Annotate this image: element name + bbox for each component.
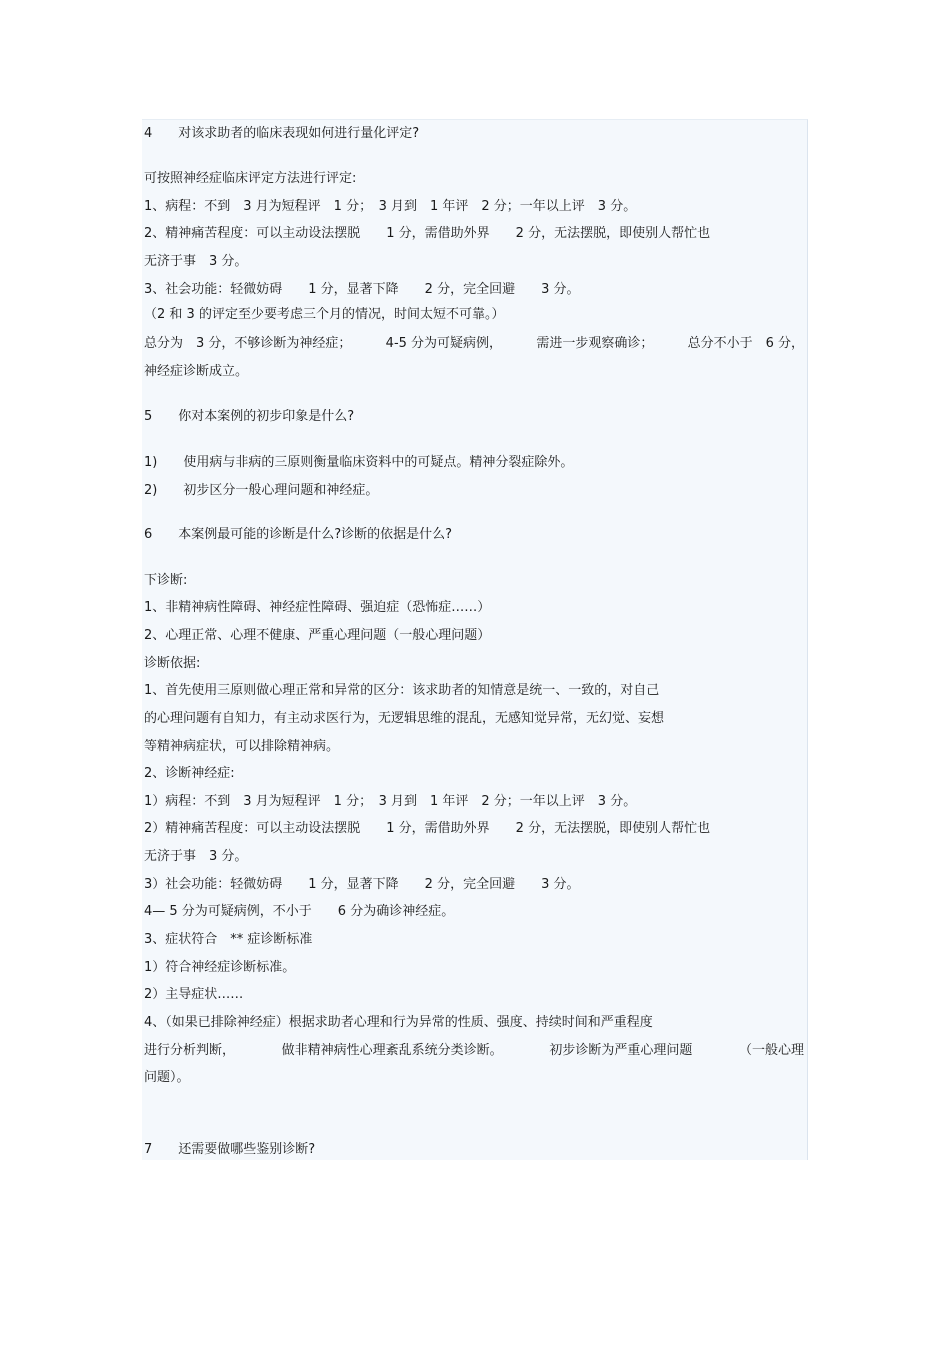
- q6-basis-2: 2、诊断神经症:: [144, 766, 235, 781]
- q4-heading: 4 对该求助者的临床表现如何进行量化评定?: [144, 126, 420, 141]
- q6-basis-1a: 1、首先使用三原则做心理正常和异常的区分：该求助者的知情意是统一、一致的，对自己: [144, 683, 660, 698]
- q6-basis-2-3: 3）社会功能：轻微妨碍 1 分，显著下降 2 分，完全回避 3 分。: [144, 877, 580, 892]
- q6-basis-4c: 问题）。: [144, 1070, 190, 1085]
- q6-basis-label: 诊断依据:: [144, 656, 201, 671]
- q6-basis-3-1: 1）符合神经症诊断标准。: [144, 960, 296, 975]
- q6-heading: 6 本案例最可能的诊断是什么?诊断的依据是什么?: [144, 527, 453, 542]
- q4-item-3: 3、社会功能：轻微妨碍 1 分，显著下降 2 分，完全回避 3 分。: [144, 282, 580, 297]
- q6-basis-3-2: 2）主导症状……: [144, 987, 244, 1002]
- q4-total-part-4: 总分不小于 6 分，: [687, 336, 804, 351]
- q5-item-1: 1) 使用病与非病的三原则衡量临床资料中的可疑点。精神分裂症除外。: [144, 455, 574, 470]
- q4-total-line: [144, 334, 804, 354]
- q4-item-1: 1、病程：不到 3 月为短程评 1 分； 3 月到 1 年评 2 分；一年以上评 3 分。: [144, 199, 637, 214]
- q6-diagnosis-1: 1、非精神病性障碍、神经症性障碍、强迫症（恐怖症……）: [144, 600, 491, 615]
- q5-heading: 5 你对本案例的初步印象是什么?: [144, 409, 355, 424]
- q4-total-part-2: 4-5 分为可疑病例，: [385, 336, 503, 351]
- q6-basis-2-2a: 2）精神痛苦程度：可以主动设法摆脱 1 分，需借助外界 2 分，无法摆脱，即使别人帮忙也: [144, 821, 711, 836]
- q6-basis-4b: [144, 1041, 804, 1061]
- q6-basis-4b-part-2: 做非精神病性心理紊乱系统分类诊断。: [281, 1043, 503, 1058]
- q6-basis-2-4: 4— 5 分为可疑病例，不小于 6 分为确诊神经症。: [144, 904, 455, 919]
- q7-heading: 7 还需要做哪些鉴别诊断?: [144, 1142, 316, 1157]
- q6-basis-2-2b: 无济于事 3 分。: [144, 849, 248, 864]
- q6-basis-3: 3、症状符合 ** 症诊断标准: [144, 932, 313, 947]
- q4-total-part-1: 总分为 3 分，不够诊断为神经症；: [144, 336, 352, 351]
- q4-total-end: 神经症诊断成立。: [144, 364, 249, 379]
- q6-basis-2-1: 1）病程：不到 3 月为短程评 1 分； 3 月到 1 年评 2 分；一年以上评 3 分。: [144, 794, 637, 809]
- q5-item-2: 2) 初步区分一般心理问题和神经症。: [144, 483, 379, 498]
- q4-total-part-3: 需进一步观察确诊；: [536, 336, 654, 351]
- q4-item-2a: 2、精神痛苦程度：可以主动设法摆脱 1 分，需借助外界 2 分，无法摆脱，即使别人帮忙也: [144, 226, 711, 241]
- q4-note: （2 和 3 的评定至少要考虑三个月的情况，时间太短不可靠。）: [144, 307, 505, 322]
- q6-basis-4b-part-4: （一般心理: [738, 1043, 804, 1058]
- q6-basis-4b-part-1: 进行分析判断，: [144, 1043, 236, 1058]
- q4-item-2b: 无济于事 3 分。: [144, 254, 248, 269]
- q6-basis-1c: 等精神病症状，可以排除精神病。: [144, 739, 340, 754]
- q4-intro: 可按照神经症临床评定方法进行评定:: [144, 171, 357, 186]
- q6-diagnosis-2: 2、心理正常、心理不健康、严重心理问题（一般心理问题）: [144, 628, 491, 643]
- q6-basis-4b-part-3: 初步诊断为严重心理问题: [549, 1043, 693, 1058]
- q6-diagnosis-label: 下诊断:: [144, 573, 188, 588]
- q6-basis-1b: 的心理问题有自知力，有主动求医行为，无逻辑思维的混乱，无感知觉异常，无幻觉、妄想: [144, 711, 665, 726]
- q6-basis-4a: 4、（如果已排除神经症）根据求助者心理和行为异常的性质、强度、持续时间和严重程度: [144, 1015, 653, 1030]
